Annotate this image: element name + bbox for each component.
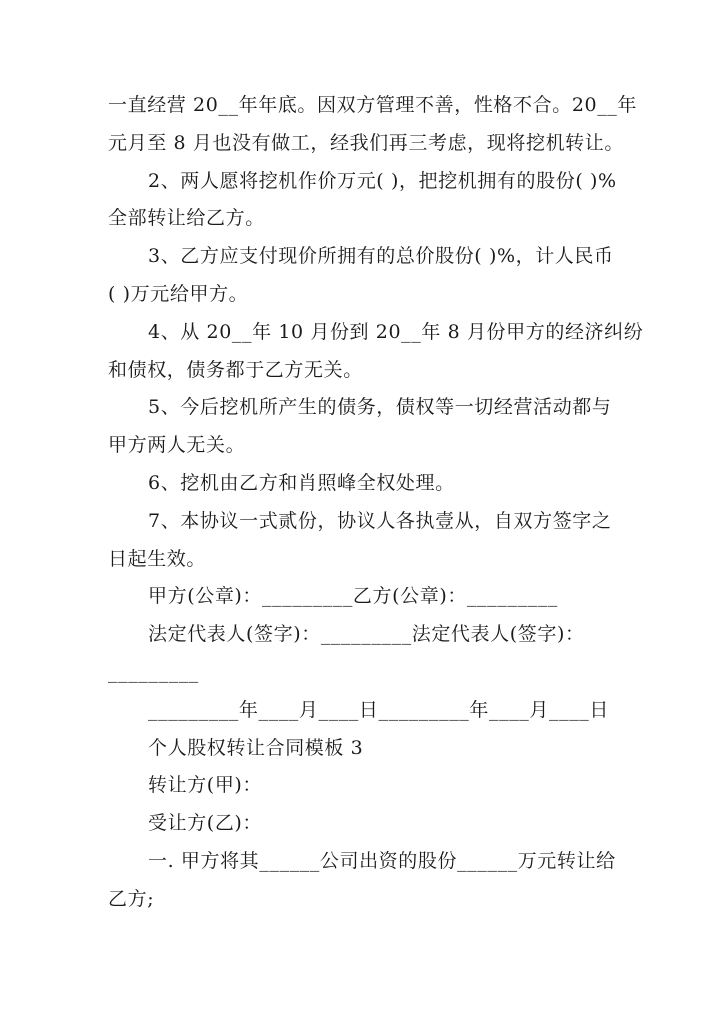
representative-signature-line: 法定代表人(签字)：_________法定代表人(签字)： (148, 623, 585, 646)
text-line-22: 乙方; (108, 887, 155, 910)
clause-3: 3、乙方应支付现价所拥有的总价股份( )%，计人民币 (148, 245, 614, 268)
text-line-4: 全部转让给乙方。 (108, 207, 265, 230)
clause-6: 6、挖机由乙方和肖照峰全权处理。 (148, 471, 455, 494)
text-line-8: 和债权，债务都于乙方无关。 (108, 358, 363, 381)
party-seal-line: 甲方(公章)：_________乙方(公章)：_________ (148, 585, 558, 608)
text-line-2: 元月至 8 月也没有做工，经我们再三考虑，现将挖机转让。 (108, 131, 624, 154)
clause-4: 4、从 20__年 10 月份到 20__年 8 月份甲方的经济纠纷 (148, 320, 644, 343)
article-1: 一. 甲方将其______公司出资的股份______万元转让给 (148, 849, 616, 872)
date-line: _________年____月____日_________年____月____日 (148, 698, 609, 721)
clause-5: 5、今后挖机所产生的债务，债权等一切经营活动都与 (148, 396, 612, 419)
transferor-line: 转让方(甲)： (148, 774, 263, 797)
section-title: 个人股权转让合同模板 3 (148, 736, 364, 759)
text-line-1: 一直经营 20__年年底。因双方管理不善，性格不合。20__年 (108, 94, 637, 116)
clause-7: 7、本协议一式贰份，协议人各执壹从，自双方签字之 (148, 509, 612, 532)
text-line-6: ( )万元给甲方。 (108, 282, 249, 305)
clause-2: 2、两人愿将挖机作价万元( )，把挖机拥有的股份( )% (148, 169, 617, 192)
signature-blank: _________ (108, 660, 199, 683)
transferee-line: 受让方(乙)： (148, 812, 263, 835)
text-line-13: 日起生效。 (108, 547, 207, 570)
document-body (108, 87, 644, 919)
text-line-10: 甲方两人无关。 (108, 434, 246, 457)
